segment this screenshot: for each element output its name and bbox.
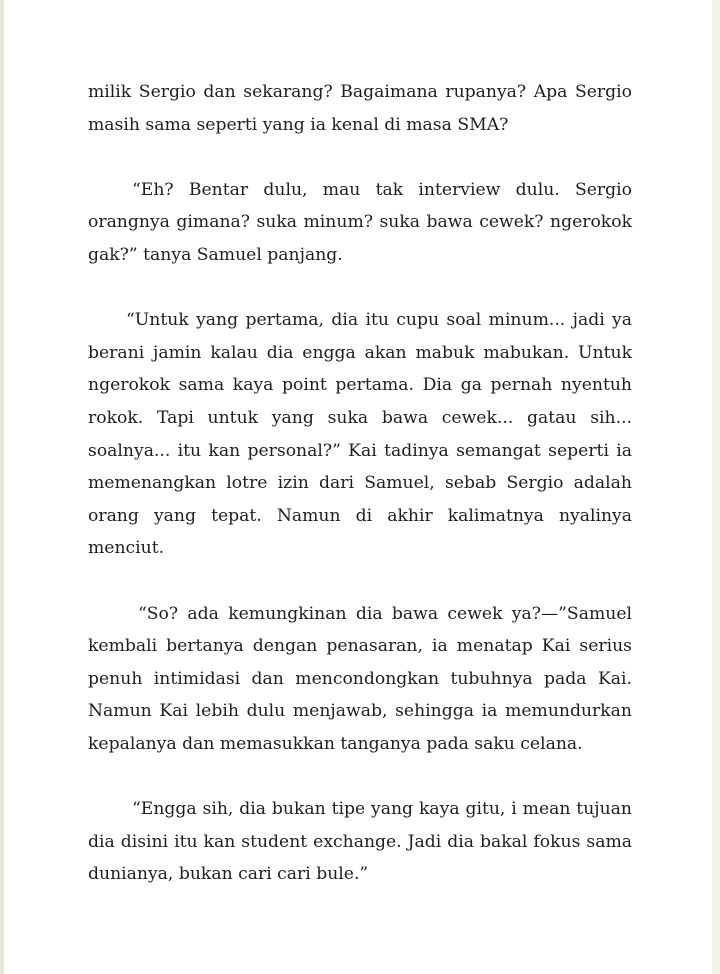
paragraph-samuel-question: “Eh? Bentar dulu, mau tak interview dulu. Sergio orangnya gimana? suka minum? suka bawa cewek? ngerokok gak?” tanya Samuel panjang. <box>88 179 632 265</box>
page-body-text <box>88 76 632 891</box>
paragraph-kai-reply: “Engga sih, dia bukan tipe yang kaya gitu, i mean tujuan dia disini itu kan student exchange. Jadi dia bakal fokus sama dunianya, bukan cari cari bule.” <box>88 799 632 885</box>
page-left-edge <box>0 0 4 974</box>
paragraph-gap <box>88 760 632 793</box>
paragraph-continuation: milik Sergio dan sekarang? Bagaimana rupanya? Apa Sergio masih sama seperti yang ia kenal di masa SMA? <box>88 82 632 135</box>
paragraph-gap <box>88 141 632 174</box>
paragraph-gap <box>88 565 632 598</box>
paragraph-kai-answer: “Untuk yang pertama, dia itu cupu soal minum... jadi ya berani jamin kalau dia engga akan mabuk mabukan. Untuk ngerokok sama kaya point pertama. Dia ga pernah nyentuh rokok. Tapi untuk yang suka bawa cewek... gatau sih... soalnya... itu kan personal?” Kai tadinya semangat seperti ia memenangkan lotre izin dari Samuel, sebab Sergio adalah orang yang tepat. Namun di akhir kalimatnya nyalinya menciut. <box>88 310 632 559</box>
paragraph-samuel-followup: “So? ada kemungkinan dia bawa cewek ya?—”Samuel kembali bertanya dengan penasaran, ia menatap Kai serius penuh intimidasi dan mencondongkan tubuhnya pada Kai. Namun Kai lebih dulu menjawab, sehingga ia memundurkan kepalanya dan memasukkan tanganya pada saku celana. <box>88 603 632 754</box>
page-right-edge <box>712 0 720 974</box>
paragraph-gap <box>88 272 632 305</box>
